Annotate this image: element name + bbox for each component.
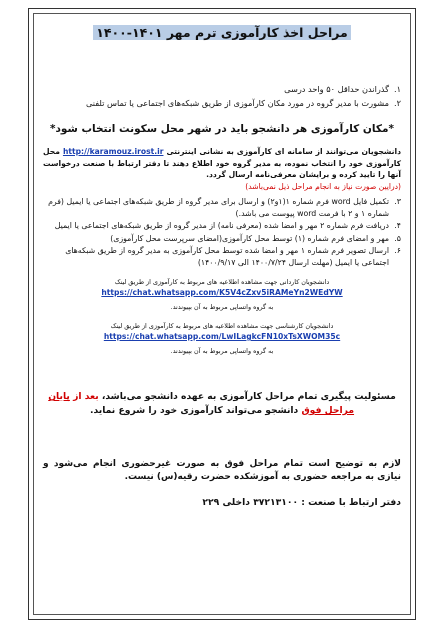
prerequisite-list	[43, 83, 401, 110]
whatsapp-link-associate[interactable]: https://chat.whatsapp.com/K5V4cZxv5iRAMeYn2WEdYW	[101, 288, 343, 297]
intro-paragraph	[43, 146, 401, 192]
group-link-bachelor	[43, 322, 401, 356]
document-content	[43, 25, 401, 609]
list-item-text: دریافت فرم شماره ۲ مهر و امضا شده (معرفی نامه) از مدیر گروه از طریق شبکه‌های اجتماعی یا ایمیل	[54, 221, 389, 230]
list-item-number: ۲.	[393, 98, 401, 108]
list-item-text: گذراندن حداقل ۵۰ واحد درسی	[284, 84, 389, 94]
group-link-note: به گروه واتساپی مربوط به آن بپیوندند.	[170, 347, 274, 355]
list-item-text: ارسال تصویر فرم شماره ۱ مهر و امضا شده توسط محل کارآموزی به مدیر گروه از طریق شبکه‌های اجتماعی یا ایمیل (مهلت ارسال ۱۴۰۰/۷/۲۴ الی ۱۴۰۰/۹/۱۷)	[65, 246, 389, 267]
responsibility-note	[43, 390, 401, 418]
list-item-text: مشورت با مدیر گروه در مورد مکان کارآموزی از طریق شبکه‌های اجتماعی یا تماس تلفنی	[85, 98, 389, 108]
list-item	[43, 97, 401, 110]
group-link-label: دانشجویان کاردانی جهت مشاهده اطلاعیه های مربوط به کارآموزی از طریق لینک	[114, 278, 330, 286]
list-item	[43, 233, 401, 245]
document-title	[43, 25, 401, 41]
karamouz-link[interactable]: http://karamouz.irost.ir	[62, 147, 164, 156]
final-note: لازم به توضیح است تمام مراحل فوق به صورت غیرحضوری انجام می‌شود و نیازی به مراجعه حضوری به آموزشکده حضرت رقیه(س) نیست.	[43, 459, 401, 482]
steps-list	[43, 196, 401, 268]
list-item-number: ۴.	[394, 221, 401, 230]
intro-text-1: دانشجویان می‌توانند از سامانه ای کارآموزی به نشانی اینترنتی	[166, 147, 401, 156]
list-item	[43, 245, 401, 268]
intro-red-note: (درایین صورت نیاز به انجام مراحل ذیل نمی‌باشد)	[245, 181, 401, 191]
intro-text-2: محل کارآموزی خود را انتخاب نموده، به مدیر گروه خود اطلاع دهند تا دفتر ارتباط با صنعت درخواست آنها را تایید کرده و برایشان معرفی‌نامه ارسال گردد.	[43, 147, 401, 179]
whatsapp-link-bachelor[interactable]: https://chat.whatsapp.com/LwILagkcFN10xTsXWOM35c	[103, 332, 341, 341]
group-link-label: دانشجویان کارشناسی جهت مشاهده اطلاعیه های مربوط به کارآموزی از طریق لینک	[110, 322, 334, 330]
group-link-associate	[43, 278, 401, 312]
title-text: مراحل اخذ کارآموزی ترم مهر ۱۴۰۱-۱۴۰۰	[93, 25, 351, 40]
responsibility-text-1: مسئولیت پیگیری تمام مراحل کارآموزی به عهده دانشجو می‌باشد،	[101, 391, 396, 402]
document-page	[28, 8, 416, 620]
list-item-text: تکمیل فایل word فرم شماره ۱(۱و۲) و ارسال برای مدیر گروه از طریق شبکه‌های اجتماعی یا ایمیل (فرم شماره ۱ و ۲ با فرمت word پیوست می باشد.)	[48, 197, 389, 218]
list-item-number: ۶.	[394, 246, 401, 255]
responsibility-text-2: دانشجو می‌تواند کارآموزی خود را شروع نماید.	[89, 405, 299, 416]
location-heading: *مکان کارآموزی هر دانشجو باید در شهر محل سکونت انتخاب شود*	[50, 123, 394, 135]
list-item-number: ۵.	[394, 233, 401, 243]
list-item	[43, 220, 401, 232]
group-link-note: به گروه واتساپی مربوط به آن بپیوندند.	[170, 303, 274, 311]
list-item-text: مهر و امضای فرم شماره (۱) توسط محل کارآموزی(امضای سرپرست محل کارآموزی)	[110, 233, 389, 243]
list-item-number: ۳.	[394, 197, 401, 206]
list-item	[43, 196, 401, 219]
responsibility-red-text: بعد از	[73, 391, 99, 402]
responsibility-red-underlined: پایان مراحل فوق	[48, 391, 355, 416]
list-item-number: ۱.	[393, 84, 401, 94]
contact-line: دفتر ارتباط با صنعت : ۳۷۲۱۳۱۰۰ داخلی ۲۲۹	[202, 497, 401, 508]
list-item	[43, 83, 401, 96]
